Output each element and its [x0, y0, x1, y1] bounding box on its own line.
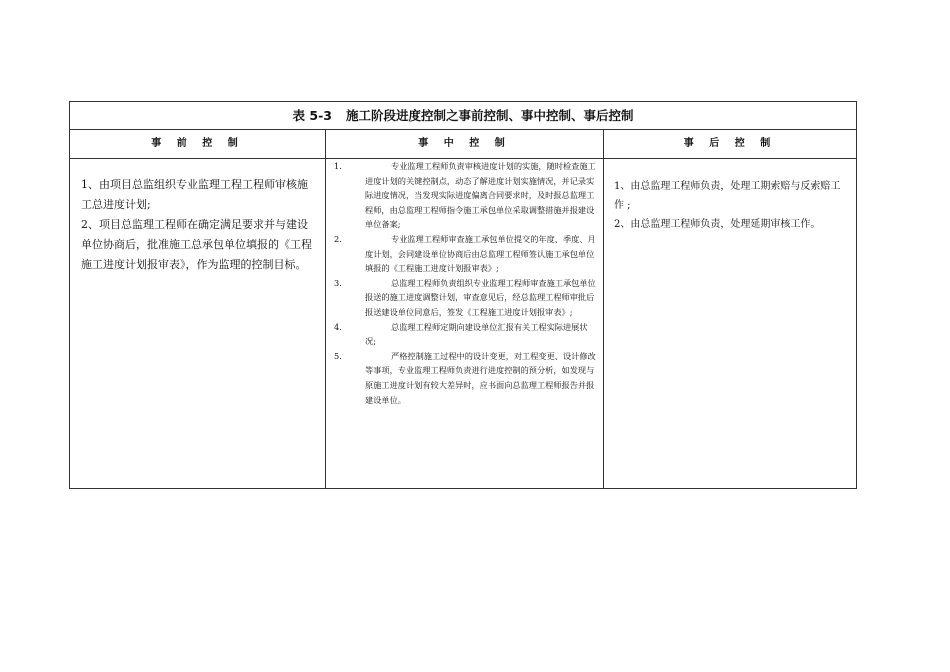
item-text: 总监理工程师负责组织专业监理工程师审查施工承包单位报送的施工进度调整计划，审查意见后，经总监理工程师审批后报送建设单位同意后，签发《工程施工进度计划报审表》;	[365, 277, 596, 317]
pre-control-item: 1、由项目总监组织专业监理工程工程师审核施工总进度计划;	[81, 178, 308, 211]
in-control-item	[334, 232, 597, 276]
item-text: 严格控制施工过程中的设计变更，对工程变更、设计修改等事项，专业监理工程师负责进行进度控制的预分析，如发现与原施工进度计划有较大差异时，应书面向总监理工程师报告并报建设单位。	[365, 350, 596, 405]
item-text: 总监理工程师定期向建设单位汇报有关工程实际进展状况;	[365, 321, 588, 347]
in-control-item	[334, 159, 597, 232]
progress-control-table	[69, 101, 857, 489]
header-in-control: 事 中 控 制	[326, 130, 604, 159]
in-control-item	[334, 349, 597, 407]
item-number: 4.	[334, 321, 342, 332]
post-control-item: 2、由总监理工程师负责，处理延期审核工作。	[614, 219, 821, 230]
item-text: 专业监理工程师审查施工承包单位提交的年度、季度、月度计划，会同建设单位协商后由总监理工程师签认施工承包单位填报的《工程施工进度计划报审表》;	[365, 233, 596, 274]
post-control-item: 1、由总监理工程师负责，处理工期索赔与反索赔工作 ;	[614, 181, 841, 211]
table-number: 表 5-3	[292, 108, 332, 123]
pre-control-item: 2、项目总监理工程师在确定满足要求并与建设单位协商后，批准施工总承包单位填报的《工程施工进度计划报审表》，作为监理的控制目标。	[81, 218, 312, 271]
in-control-cell	[326, 159, 604, 489]
header-pre-control: 事 前 控 制	[70, 130, 326, 159]
pre-control-cell	[70, 159, 326, 489]
item-text: 专业监理工程师负责审核进度计划的实施，随时检查施工进度计划的关键控制点，动态了解进度计划实施情况，并记录实际进度情况，当发现实际进度偏离合同要求时，及时报总监理工程师，由总监理工程师指令施工承包单位采取调整措施并报建设单位备案;	[365, 161, 596, 230]
header-post-control: 事 后 控 制	[604, 130, 857, 159]
table-title-text: 施工阶段进度控制之事前控制、事中控制、事后控制	[345, 108, 634, 123]
item-number: 2.	[334, 233, 342, 244]
post-control-cell	[604, 159, 857, 489]
item-number: 5.	[334, 350, 342, 361]
in-control-item	[334, 276, 597, 320]
item-number: 1.	[334, 161, 342, 171]
item-number: 3.	[334, 277, 342, 288]
table-title	[70, 102, 857, 130]
in-control-item	[334, 320, 597, 349]
